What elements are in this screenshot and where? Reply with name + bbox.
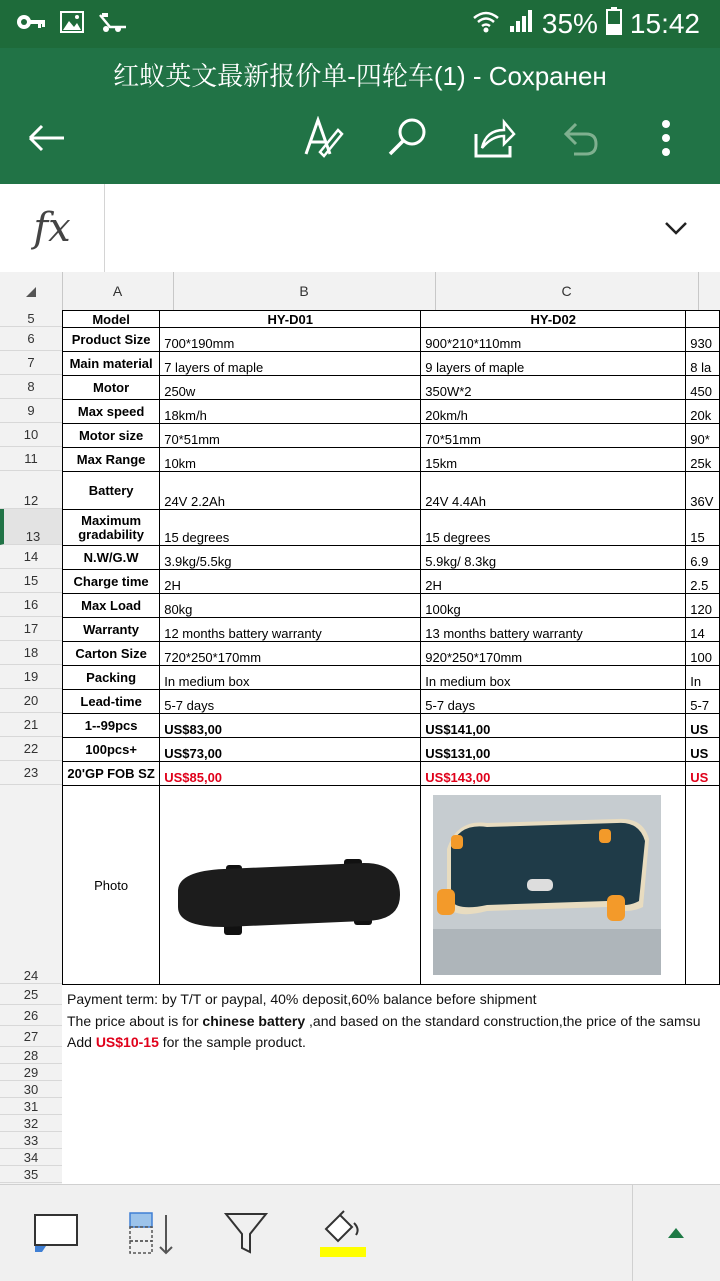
- row-header[interactable]: 7: [0, 351, 62, 375]
- spec-value-cell[interactable]: In medium box: [160, 666, 421, 690]
- spec-label-cell[interactable]: Max Range: [63, 448, 160, 472]
- spec-value-cell[interactable]: 2H: [421, 570, 686, 594]
- row-header[interactable]: 26: [0, 1005, 62, 1026]
- spec-value-cell[interactable]: 5-7 days: [160, 690, 421, 714]
- spreadsheet-grid[interactable]: [62, 310, 720, 1184]
- spec-label-cell[interactable]: 1--99pcs: [63, 714, 160, 738]
- row-header[interactable]: 21: [0, 713, 62, 737]
- spec-value-cell[interactable]: 20km/h: [421, 400, 686, 424]
- spec-value-cell[interactable]: 5-7: [686, 690, 720, 714]
- spec-value-cell[interactable]: 12 months battery warranty: [160, 618, 421, 642]
- price-note-text-a: The price about is for: [67, 1013, 203, 1029]
- spec-value-cell[interactable]: 6.9: [686, 546, 720, 570]
- spec-value-cell[interactable]: 3.9kg/5.5kg: [160, 546, 421, 570]
- spec-value-cell[interactable]: 14: [686, 618, 720, 642]
- table-row: [63, 424, 720, 448]
- search-icon: [386, 116, 430, 160]
- row-header[interactable]: 9: [0, 399, 62, 423]
- battery-percent: 35%: [541, 8, 598, 39]
- spec-value-cell[interactable]: 70*51mm: [421, 424, 686, 448]
- bottom-toolbar: [0, 1184, 720, 1281]
- row-header[interactable]: 10: [0, 423, 62, 447]
- table-row: [63, 376, 720, 400]
- spec-value-cell[interactable]: US$83,00: [160, 714, 421, 738]
- row-header[interactable]: 17: [0, 617, 62, 641]
- spec-label-cell[interactable]: Product Size: [63, 328, 160, 352]
- price-note: [67, 1013, 700, 1029]
- spec-value-cell[interactable]: US$73,00: [160, 738, 421, 762]
- sample-note-text-c: for the sample product.: [158, 1034, 306, 1050]
- share-icon: [472, 116, 516, 160]
- spec-label-cell[interactable]: Main material: [63, 352, 160, 376]
- undo-icon: [560, 120, 600, 156]
- row-header[interactable]: 6: [0, 327, 62, 351]
- app-bar: [0, 48, 720, 184]
- table-row: [63, 714, 720, 738]
- expand-up-icon: [666, 1226, 686, 1240]
- table-row: [63, 448, 720, 472]
- sample-note-text-a: Add: [67, 1034, 96, 1050]
- spec-value-cell[interactable]: 80kg: [160, 594, 421, 618]
- row-header[interactable]: 18: [0, 641, 62, 665]
- spec-value-cell[interactable]: 2H: [160, 570, 421, 594]
- select-cell-icon: [32, 1212, 80, 1254]
- edit-text-icon: [302, 116, 346, 160]
- row-header[interactable]: 22: [0, 737, 62, 761]
- row-header[interactable]: 29: [0, 1064, 62, 1081]
- photo-hy-d02-cell[interactable]: [421, 786, 686, 985]
- corner-triangle-icon: [24, 285, 38, 299]
- filter-button[interactable]: [218, 1205, 274, 1261]
- spec-value-cell[interactable]: 2.5: [686, 570, 720, 594]
- toolbar-divider: [632, 1185, 633, 1281]
- spec-value-cell[interactable]: 10km: [160, 448, 421, 472]
- table-row: [63, 642, 720, 666]
- spec-value-cell[interactable]: 120: [686, 594, 720, 618]
- spec-label-cell[interactable]: Warranty: [63, 618, 160, 642]
- row-header[interactable]: 5: [0, 310, 62, 327]
- spec-label-cell[interactable]: Charge time: [63, 570, 160, 594]
- spec-label-cell[interactable]: N.W/G.W: [63, 546, 160, 570]
- spec-value-cell[interactable]: 18km/h: [160, 400, 421, 424]
- column-header-c[interactable]: C: [435, 272, 699, 310]
- spec-value-cell[interactable]: 36V: [686, 472, 720, 510]
- table-row: [63, 738, 720, 762]
- table-row: [63, 786, 720, 985]
- spec-label-cell[interactable]: Carton Size: [63, 642, 160, 666]
- chevron-down-icon: [660, 212, 692, 244]
- spec-value-cell[interactable]: 900*210*110mm: [421, 328, 686, 352]
- sample-note-price: US$10-15: [95, 1034, 159, 1050]
- spec-label-cell[interactable]: Motor size: [63, 424, 160, 448]
- table-row: [63, 400, 720, 424]
- edit-text-button[interactable]: [296, 110, 352, 166]
- row-header[interactable]: 12: [0, 471, 62, 509]
- select-all-corner[interactable]: [0, 272, 63, 310]
- spec-value-cell[interactable]: 24V 4.4Ah: [421, 472, 686, 510]
- row-header[interactable]: 24: [0, 785, 62, 984]
- fx-label: fx: [0, 184, 105, 272]
- notification-icon: [98, 11, 128, 38]
- spec-value-cell[interactable]: 20k: [686, 400, 720, 424]
- select-cell-button[interactable]: [28, 1205, 84, 1261]
- photo-d-cell[interactable]: [686, 786, 720, 985]
- spec-value-cell[interactable]: 350W*2: [421, 376, 686, 400]
- model-d-cell[interactable]: [686, 311, 720, 328]
- spec-value-cell[interactable]: 930: [686, 328, 720, 352]
- spec-value-cell[interactable]: 15km: [421, 448, 686, 472]
- table-row: [63, 311, 720, 328]
- sort-button[interactable]: [124, 1205, 180, 1261]
- table-row: [63, 510, 720, 546]
- column-header-b[interactable]: B: [173, 272, 436, 310]
- spec-value-cell[interactable]: 450: [686, 376, 720, 400]
- spec-value-cell[interactable]: US$141,00: [421, 714, 686, 738]
- fill-color-button[interactable]: [314, 1205, 370, 1261]
- signal-icon: [508, 8, 534, 41]
- sort-icon: [126, 1209, 178, 1257]
- image-icon: [60, 11, 84, 38]
- spec-value-cell[interactable]: 5-7 days: [421, 690, 686, 714]
- photo-label-cell[interactable]: Photo: [63, 786, 160, 985]
- model-hy-d01-cell[interactable]: HY-D01: [160, 311, 421, 328]
- row-header[interactable]: 31: [0, 1098, 62, 1115]
- skateboard-image-hy-d02: [427, 789, 681, 979]
- back-arrow-icon: [26, 122, 66, 154]
- column-headers: [0, 272, 720, 311]
- filter-icon: [223, 1210, 269, 1256]
- spec-value-cell[interactable]: 9 layers of maple: [421, 352, 686, 376]
- search-button[interactable]: [380, 110, 436, 166]
- spec-value-cell[interactable]: 15 degrees: [160, 510, 421, 546]
- undo-button[interactable]: [552, 110, 608, 166]
- table-row: [63, 570, 720, 594]
- sample-note: [67, 1034, 306, 1050]
- key-icon: [16, 12, 46, 37]
- spec-label-cell[interactable]: Lead-time: [63, 690, 160, 714]
- spec-value-cell[interactable]: 24V 2.2Ah: [160, 472, 421, 510]
- status-bar: [0, 0, 720, 48]
- spec-value-cell[interactable]: 15: [686, 510, 720, 546]
- wifi-icon: [472, 8, 500, 41]
- more-button[interactable]: [638, 110, 694, 166]
- table-row: [63, 352, 720, 376]
- price-note-text-c: ,and based on the standard construction,the price of the samsu: [305, 1013, 701, 1029]
- row-header[interactable]: 28: [0, 1047, 62, 1064]
- spec-label-cell[interactable]: Battery: [63, 472, 160, 510]
- spec-value-cell[interactable]: 90*: [686, 424, 720, 448]
- spec-label-cell[interactable]: 20'GP FOB SZ: [63, 762, 160, 786]
- row-header[interactable]: 11: [0, 447, 62, 471]
- table-row: [63, 594, 720, 618]
- more-icon: [660, 118, 672, 158]
- table-row: [63, 666, 720, 690]
- spec-label-cell[interactable]: Motor: [63, 376, 160, 400]
- row-header[interactable]: 8: [0, 375, 62, 399]
- spec-table: [62, 310, 720, 985]
- model-header-cell[interactable]: Model: [63, 311, 160, 328]
- spec-label-cell[interactable]: Packing: [63, 666, 160, 690]
- row-header[interactable]: 33: [0, 1132, 62, 1149]
- spec-value-cell[interactable]: 700*190mm: [160, 328, 421, 352]
- spec-value-cell[interactable]: US: [686, 714, 720, 738]
- row-header[interactable]: 25: [0, 984, 62, 1005]
- spec-value-cell[interactable]: In medium box: [421, 666, 686, 690]
- spec-label-cell[interactable]: Maximum gradability: [63, 510, 160, 546]
- fill-color-icon: [316, 1207, 368, 1259]
- row-header[interactable]: 32: [0, 1115, 62, 1132]
- row-header[interactable]: 20: [0, 689, 62, 713]
- row-header[interactable]: 27: [0, 1026, 62, 1047]
- row-header[interactable]: 19: [0, 665, 62, 689]
- spec-value-cell[interactable]: 100kg: [421, 594, 686, 618]
- spec-label-cell[interactable]: Max Load: [63, 594, 160, 618]
- model-hy-d02-cell[interactable]: HY-D02: [421, 311, 686, 328]
- payment-note: Payment term: by T/T or paypal, 40% deposit,60% balance before shipment: [67, 991, 537, 1007]
- formula-bar: [0, 184, 720, 274]
- row-header[interactable]: 16: [0, 593, 62, 617]
- spec-value-cell[interactable]: US$85,00: [160, 762, 421, 786]
- spec-value-cell[interactable]: 15 degrees: [421, 510, 686, 546]
- photo-hy-d01-cell[interactable]: [160, 786, 421, 985]
- row-header[interactable]: 23: [0, 761, 62, 785]
- table-row: [63, 762, 720, 786]
- spec-value-cell[interactable]: US: [686, 762, 720, 786]
- column-header-d[interactable]: [698, 272, 720, 310]
- back-button[interactable]: [18, 110, 74, 166]
- table-row: [63, 472, 720, 510]
- spec-value-cell[interactable]: 5.9kg/ 8.3kg: [421, 546, 686, 570]
- spec-value-cell[interactable]: 8 la: [686, 352, 720, 376]
- table-row: [63, 618, 720, 642]
- spec-value-cell[interactable]: US: [686, 738, 720, 762]
- spec-value-cell[interactable]: 720*250*170mm: [160, 642, 421, 666]
- column-header-a[interactable]: A: [62, 272, 174, 310]
- spec-value-cell[interactable]: 920*250*170mm: [421, 642, 686, 666]
- table-row: [63, 690, 720, 714]
- spec-value-cell[interactable]: US$143,00: [421, 762, 686, 786]
- spec-value-cell[interactable]: US$131,00: [421, 738, 686, 762]
- row-headers: [0, 310, 63, 1184]
- row-header[interactable]: 15: [0, 569, 62, 593]
- skateboard-image-hy-d01: [164, 789, 416, 979]
- spec-value-cell[interactable]: 250w: [160, 376, 421, 400]
- spec-value-cell[interactable]: 13 months battery warranty: [421, 618, 686, 642]
- row-header[interactable]: 13: [0, 509, 62, 545]
- battery-icon: [606, 7, 622, 42]
- row-header[interactable]: 14: [0, 545, 62, 569]
- expand-toolbar-button[interactable]: [648, 1205, 704, 1261]
- price-note-battery: chinese battery: [202, 1013, 306, 1029]
- row-header[interactable]: 35: [0, 1166, 62, 1183]
- document-title: 红蚁英文最新报价单-四轮车(1) - Сохранен: [113, 61, 607, 91]
- table-row: [63, 328, 720, 352]
- spec-label-cell[interactable]: 100pcs+: [63, 738, 160, 762]
- spec-value-cell[interactable]: 7 layers of maple: [160, 352, 421, 376]
- spec-value-cell[interactable]: 25k: [686, 448, 720, 472]
- spec-value-cell[interactable]: 100: [686, 642, 720, 666]
- table-row: [63, 546, 720, 570]
- spec-value-cell[interactable]: In: [686, 666, 720, 690]
- clock: 15:42: [629, 8, 700, 39]
- row-header[interactable]: 34: [0, 1149, 62, 1166]
- row-header[interactable]: 30: [0, 1081, 62, 1098]
- spec-label-cell[interactable]: Max speed: [63, 400, 160, 424]
- share-button[interactable]: [466, 110, 522, 166]
- formula-expand-button[interactable]: [660, 212, 692, 244]
- spec-value-cell[interactable]: 70*51mm: [160, 424, 421, 448]
